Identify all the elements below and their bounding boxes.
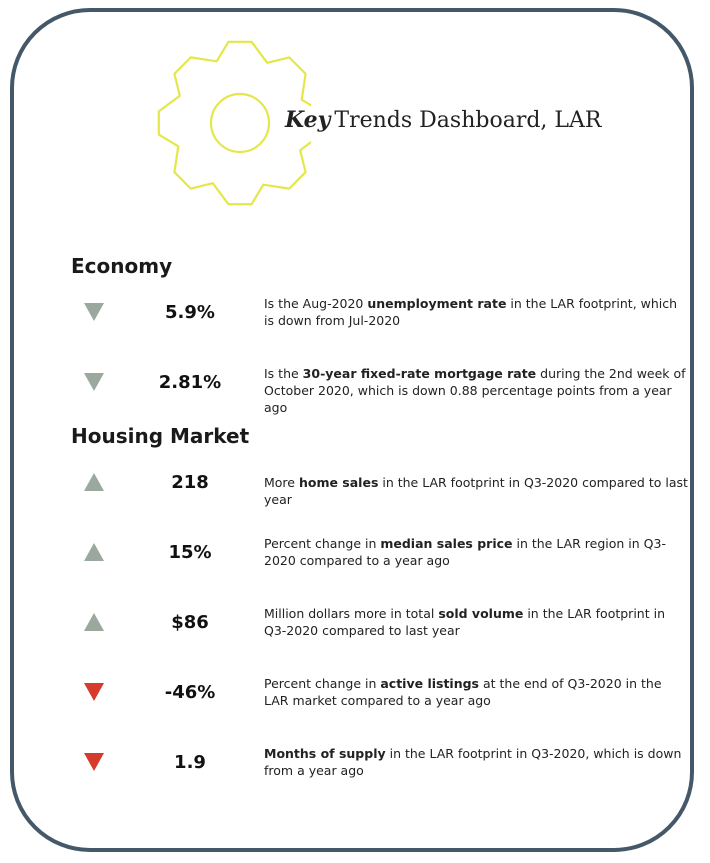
description-text: Is the Aug-2020 <box>264 296 368 311</box>
down-arrow-icon <box>83 302 105 322</box>
metric-row <box>0 600 710 644</box>
description-text: More <box>264 475 299 490</box>
description-highlight: 30-year fixed-rate mortgage rate <box>302 366 537 381</box>
description-text: Percent change in <box>264 536 381 551</box>
description-text: in the LAR footprint in Q3-2020 compared to last year <box>264 606 665 638</box>
description-highlight: Months of supply <box>264 746 386 761</box>
description-text: in the LAR footprint in Q3-2020 compared to last year <box>264 475 688 507</box>
metric-description <box>264 295 689 329</box>
description-text: during the 2nd week of October 2020, which is down 0.88 percentage points from a year ago <box>264 366 686 415</box>
up-arrow-icon <box>83 542 105 562</box>
metric-row <box>0 670 710 714</box>
down-arrow-icon <box>83 682 105 702</box>
description-text: Is the <box>264 366 303 381</box>
section-economy: Economy <box>71 254 173 278</box>
metric-description <box>264 535 689 569</box>
title-key: Key <box>285 107 331 133</box>
description-highlight: active listings <box>380 676 479 691</box>
up-arrow-icon <box>83 612 105 632</box>
metric-row <box>0 290 710 334</box>
down-arrow-icon <box>83 752 105 772</box>
description-highlight: median sales price <box>380 536 513 551</box>
metric-value: 1.9 <box>174 752 206 773</box>
metric-value: 218 <box>171 472 209 493</box>
description-text: Percent change in <box>264 676 381 691</box>
metric-value: 5.9% <box>165 302 215 323</box>
metric-value: $86 <box>171 612 209 633</box>
metric-value: -46% <box>164 682 216 703</box>
down-arrow-icon <box>83 372 105 392</box>
up-arrow-icon <box>83 472 105 492</box>
description-text: in the LAR footprint, which is down from Jul-2020 <box>264 296 678 328</box>
metric-description <box>264 745 689 779</box>
title-rest: Trends Dashboard, LAR <box>334 108 602 133</box>
metric-row <box>0 460 710 507</box>
section-housing-market: Housing Market <box>71 424 250 448</box>
page-title <box>285 107 601 133</box>
metric-row <box>0 360 710 415</box>
description-highlight: sold volume <box>438 606 524 621</box>
description-text: at the end of Q3-2020 in the LAR market compared to a year ago <box>264 676 662 708</box>
description-text: Million dollars more in total <box>264 606 439 621</box>
metric-value: 15% <box>168 542 212 563</box>
metric-row <box>0 740 710 784</box>
metric-description <box>264 675 689 709</box>
metric-row <box>0 530 710 574</box>
description-highlight: home sales <box>298 475 379 490</box>
description-text: in the LAR region in Q3-2020 compared to a year ago <box>264 536 666 568</box>
metric-description <box>264 474 689 508</box>
metric-description <box>264 605 689 639</box>
description-highlight: unemployment rate <box>367 296 507 311</box>
metric-description <box>264 365 689 416</box>
description-text: in the LAR footprint in Q3-2020, which is down from a year ago <box>264 746 682 778</box>
metric-value: 2.81% <box>158 372 222 393</box>
